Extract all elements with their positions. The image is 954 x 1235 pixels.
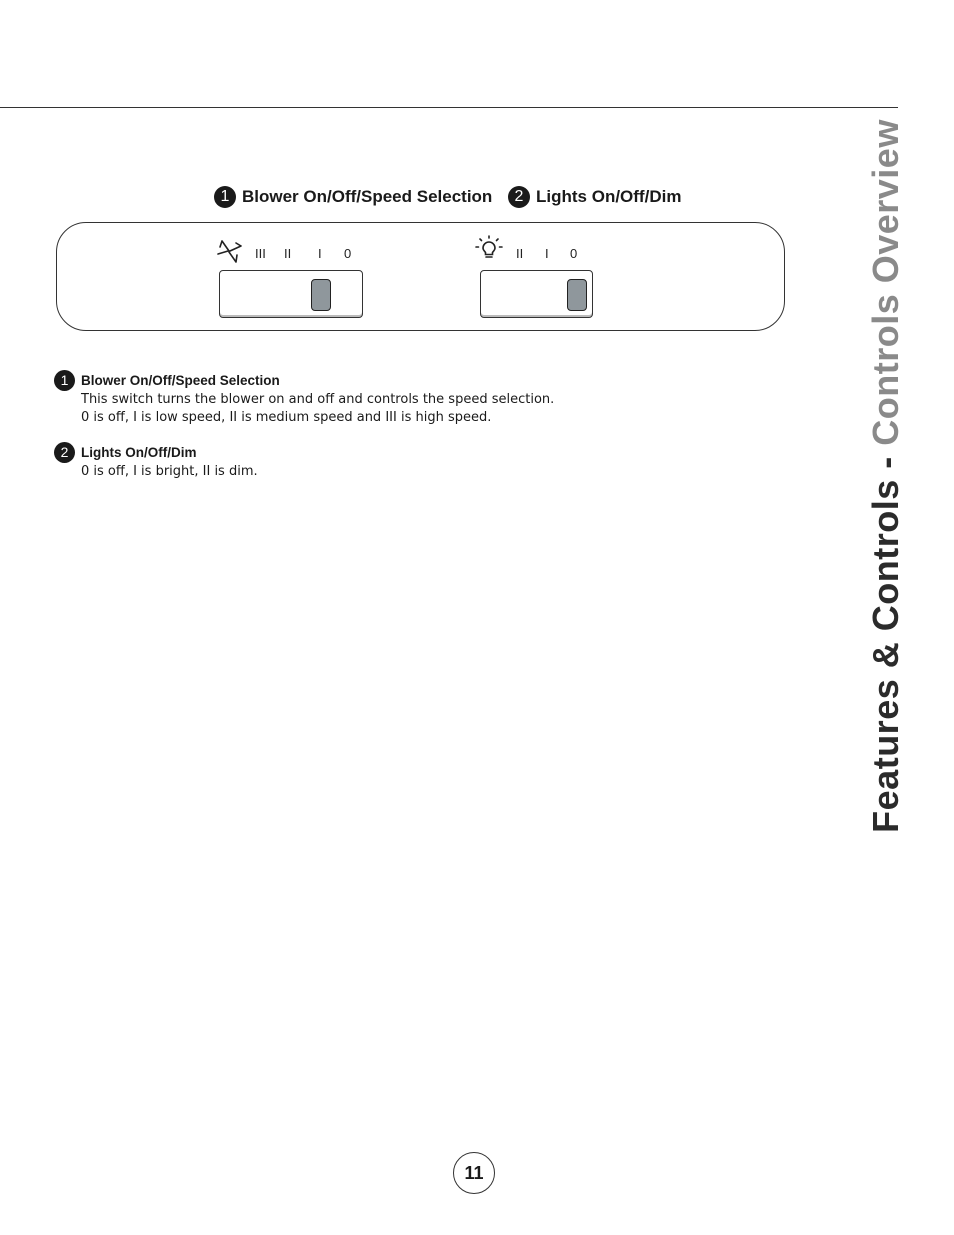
description-blower (54, 370, 554, 427)
page-number: 11 (453, 1152, 495, 1194)
blower-position-label: I (318, 246, 322, 261)
section-title-part: Features & Controls - (865, 445, 906, 833)
callout-number: 1 (214, 186, 236, 208)
blower-position-label: III (255, 246, 266, 261)
callout-number: 2 (508, 186, 530, 208)
callout-lights (508, 186, 681, 208)
description-heading (54, 442, 258, 463)
fan-icon (216, 238, 244, 264)
section-subtitle-part: Controls Overview (865, 119, 906, 446)
description-number: 1 (54, 370, 75, 391)
top-rule (0, 107, 898, 108)
description-line: 0 is off, I is bright, II is dim. (81, 464, 258, 479)
lights-switch-knob[interactable] (567, 279, 587, 311)
description-line: 0 is off, I is low speed, II is medium speed and III is high speed. (81, 410, 492, 425)
callout-label: Lights On/Off/Dim (536, 187, 682, 206)
blower-position-label: II (284, 246, 292, 261)
lights-position-label: I (545, 246, 549, 261)
light-bulb-icon (474, 234, 504, 262)
lights-position-label: II (516, 246, 524, 261)
description-title: Lights On/Off/Dim (81, 444, 197, 460)
description-title: Blower On/Off/Speed Selection (81, 372, 280, 388)
description-line: This switch turns the blower on and off and controls the speed selection. (81, 392, 555, 407)
callout-blower (214, 186, 492, 208)
description-number: 2 (54, 442, 75, 463)
callout-label: Blower On/Off/Speed Selection (242, 187, 493, 206)
blower-position-label: 0 (344, 246, 352, 261)
lights-position-label: 0 (570, 246, 578, 261)
lights-switch[interactable] (480, 270, 593, 318)
blower-switch-knob[interactable] (311, 279, 331, 311)
blower-switch[interactable] (219, 270, 363, 318)
page-section-title (865, 119, 907, 833)
control-panel (56, 222, 785, 331)
description-lights (54, 442, 258, 481)
description-heading (54, 370, 554, 391)
